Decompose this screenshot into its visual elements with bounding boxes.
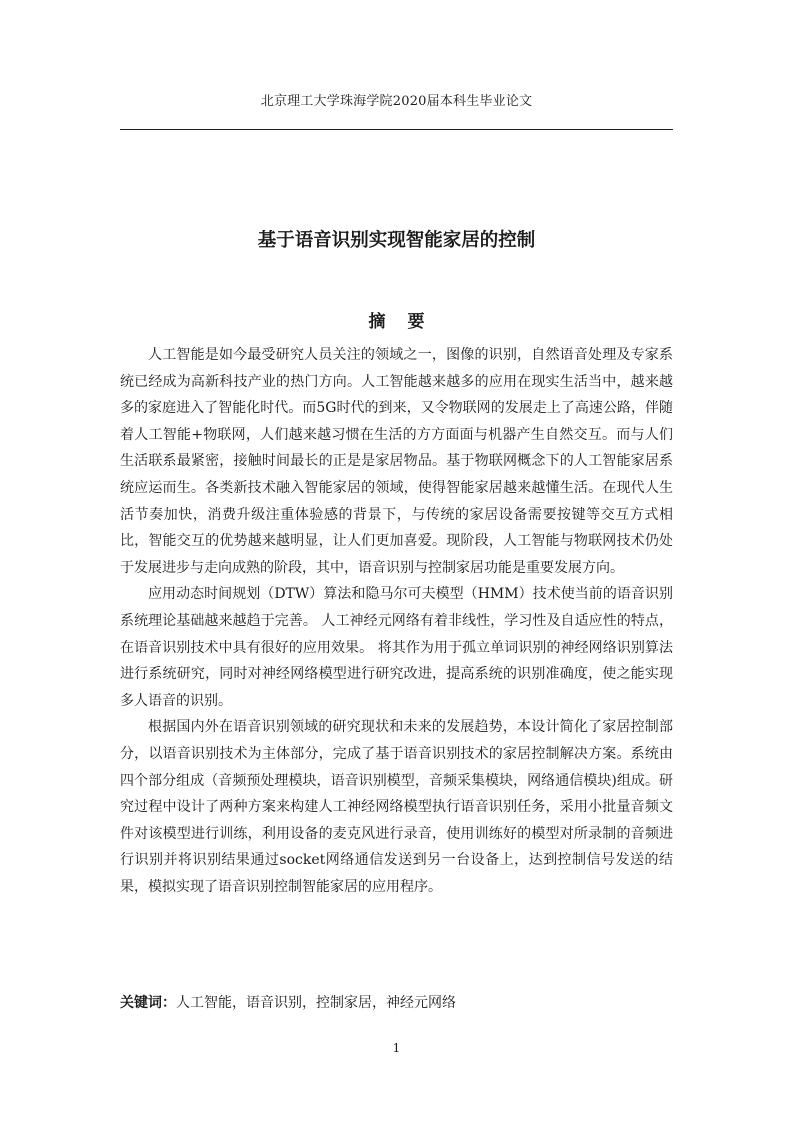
keywords-line [120, 993, 673, 1013]
abstract-paragraph-2: 应用动态时间规划（DTW）算法和隐马尔可夫模型（HMM）技术使当前的语音识别系统理论基础越来越趋于完善。 人工神经元网络有着非线性，学习性及自适应性的特点，在语音识别技术中具有很好的应用效果。 将其作为用于孤立单词识别的神经网络识别算法进行系统研究，同时对神经网络模型进行研究改进，提高系统的识别准确度，使之能实现多人语音的识别。 [120, 586, 673, 709]
keywords-label: 关键词： [120, 995, 176, 1011]
thesis-title: 基于语音识别实现智能家居的控制 [257, 230, 536, 251]
abstract-paragraph-1: 人工智能是如今最受研究人员关注的领域之一，图像的识别，自然语音处理及专家系统已经成为高新科技产业的热门方向。人工智能越来越多的应用在现实生活当中，越来越多的家庭进入了智能化时代。而5G时代的到来，又令物联网的发展走上了高速公路，伴随着人工智能+物联网，人们越来越习惯在生活的方方面面与机器产生自然交互。而与人们生活联系最紧密，接触时间最长的正是是家居物品。基于物联网概念下的人工智能家居系统应运而生。各类新技术融入智能家居的领域，使得智能家居越来越懂生活。在现代人生活节奏加快，消费升级注重体验感的背景下，与传统的家居设备需要按键等交互方式相比，智能交互的优势越来越明显，让人们更加喜爱。现阶段，人工智能与物联网技术仍处于发展进步与走向成熟的阶段，其中，语音识别与控制家居功能是重要发展方向。 [120, 347, 673, 576]
abstract-paragraph-3: 根据国内外在语音识别领域的研究现状和未来的发展趋势，本设计简化了家居控制部分，以语音识别技术为主体部分，完成了基于语音识别技术的家居控制解决方案。系统由四个部分组成（音频预处理模块，语音识别模型，音频采集模块，网络通信模块)组成。研究过程中设计了两种方案来构建人工神经网络模型执行语音识别任务，采用小批量音频文件对该模型进行训练，利用设备的麦克风进行录音，使用训练好的模型对所录制的音频进行识别并将识别结果通过socket网络通信发送到另一台设备上，达到控制信号发送的结果，模拟实现了语音识别控制智能家居的应用程序。 [120, 719, 673, 895]
keywords-text: 人工智能，语音识别，控制家居，神经元网络 [176, 995, 456, 1011]
running-header: 北京理工大学珠海学院2020届本科生毕业论文 [260, 94, 533, 109]
abstract-body [120, 342, 673, 900]
abstract-heading: 摘要 [368, 312, 447, 332]
header-divider [120, 129, 673, 130]
page-number: 1 [392, 1041, 401, 1055]
